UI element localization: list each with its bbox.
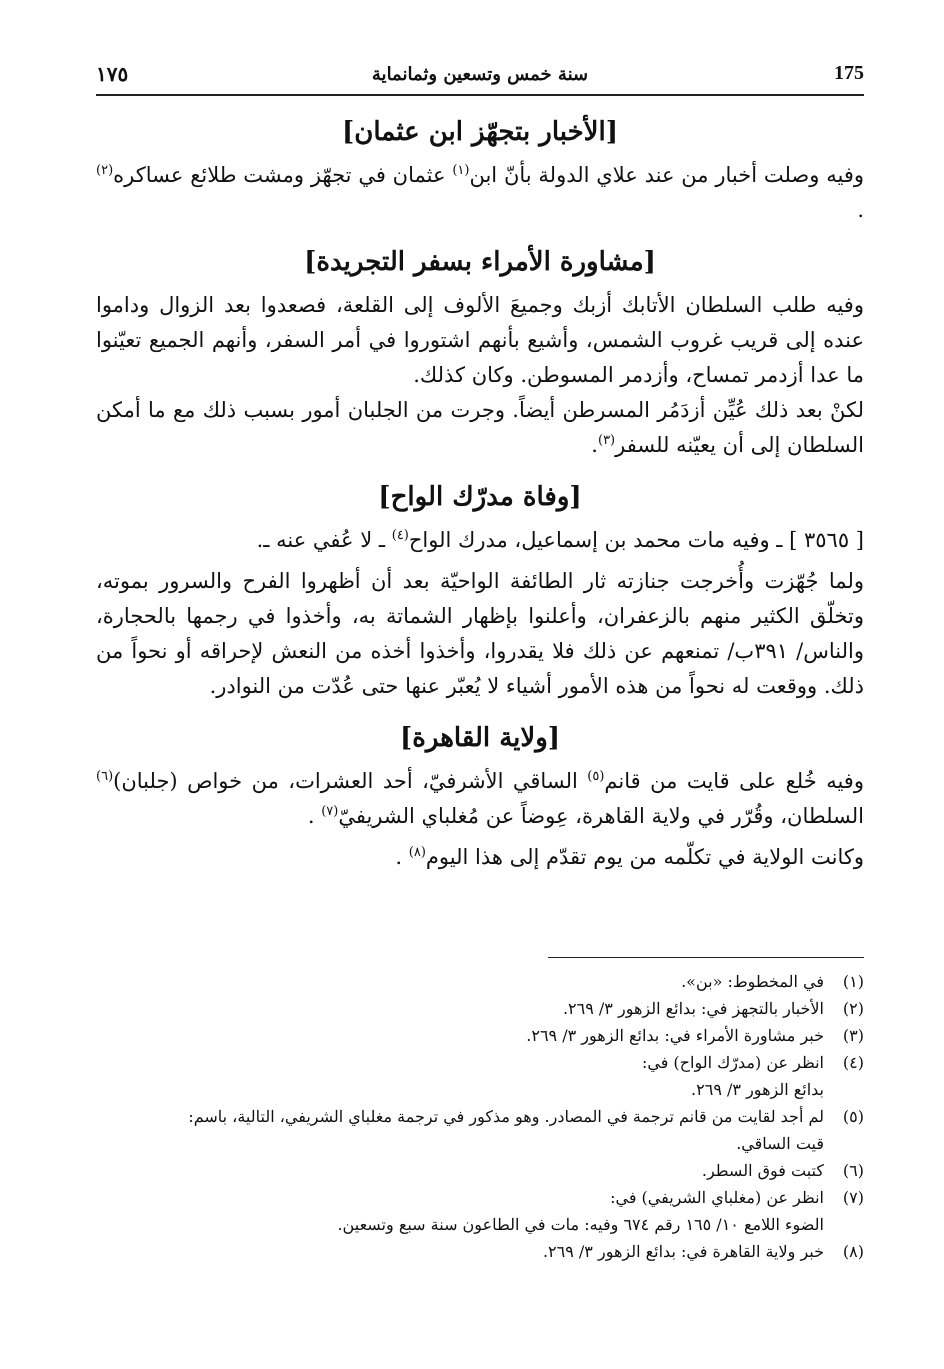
text-run: . <box>395 845 409 869</box>
paragraph <box>96 288 864 393</box>
footnote-ref: (١) <box>452 163 470 178</box>
footnote-text: خبر ولاية القاهرة في: بدائع الزهور ٣/ ٢٦٩. <box>542 1242 824 1261</box>
footnote-number: (١) <box>842 972 864 991</box>
footnote-text: بدائع الزهور ٣/ ٢٦٩. <box>691 1080 824 1099</box>
page-number-latin: 175 <box>834 62 864 84</box>
section-heading: [الأخبار بتجهّز ابن عثمان] <box>341 117 619 147</box>
paragraph <box>96 158 864 228</box>
footnote-number: (٦) <box>842 1161 864 1180</box>
section-heading: [مشاورة الأمراء بسفر التجريدة] <box>304 247 656 277</box>
footnote-ref: (٦) <box>96 769 114 784</box>
footnote-number: (٥) <box>842 1107 864 1126</box>
footnote-text: الضوء اللامع ١٠/ ١٦٥ رقم ٦٧٤ وفيه: مات في الطاعون سنة سبع وتسعين. <box>337 1215 824 1234</box>
running-title: سنة خمس وتسعين وثمانماية <box>371 64 589 85</box>
footnote-number: (٨) <box>842 1242 864 1261</box>
footnote-text: انظر عن (مغلباي الشريفي) في: <box>610 1188 824 1207</box>
page-header <box>96 60 864 96</box>
footnote-text: انظر عن (مدرّك الواح) في: <box>641 1053 824 1072</box>
footnote <box>96 1049 864 1103</box>
entry-line <box>96 523 864 558</box>
section-heading: [ولاية القاهرة] <box>399 723 561 753</box>
footnote <box>96 1022 864 1049</box>
footnote <box>96 1184 864 1238</box>
text-run: الساقي الأشرفيّ، أحد العشرات، من خواص (جلبان) <box>113 769 588 793</box>
text-run: . <box>591 433 598 457</box>
footnote-ref: (٣) <box>597 433 616 448</box>
text-run: وفيه وصلت أخبار من عند علاي الدولة بأنّ ابن <box>469 163 864 187</box>
text-run: وكانت الولاية في تكلّمه من يوم تقدّم إلى هذا اليوم <box>425 845 864 869</box>
paragraph <box>96 840 864 875</box>
paragraph <box>96 564 864 704</box>
text-run: ولما جُهّزت وأُخرجت جنازته ثار الطائفة الواحيّة بعد أن أظهروا الفرح والسرور بموته، وتخلّق الكثير منهم بالزعفران، وأعلنوا بإظهار الشماتة به، وأخذوا في رجمها بالحجارة، والناس/ ٣٩١ب/ تمنعهم عن ذلك فلا يقدروا، وأخذوا أخذه من النعش لإحراقه أو نحواً من ذلك. ووقعت له نحواً من هذه الأمور أشياء لا يُعبّر عنها حتى عُدّت من النوادر. <box>96 569 864 698</box>
text-run: وفيه طلب السلطان الأتابك أزبك وجميعَ الألوف إلى القلعة، فصعدوا بعد الزوال وداموا عنده إلى قريب غروب الشمس، وأشيع بأنهم اشتوروا في أمر السفر، وأنهم الجميع تعيّنوا ما عدا أزدمر تمساح، وأزدمر المسوطن. وكان كذلك. <box>96 293 864 387</box>
text-run: [ ٣٥٦٥ ] ـ وفيه مات محمد بن إسماعيل، مدرك الواح <box>408 528 864 552</box>
footnote-ref: (٤) <box>391 528 409 543</box>
section-heading: [وفاة مدرّك الواح] <box>378 482 582 512</box>
footnote <box>96 995 864 1022</box>
footnote-text: لم أجد لقايت من قانم ترجمة في المصادر. وهو مذكور في ترجمة مغلباي الشريفي، التالية، باسم: <box>188 1107 824 1126</box>
footnote <box>96 1157 864 1184</box>
footnote-text: في المخطوط: «بن». <box>681 972 824 991</box>
text-run: عثمان في تجهّز ومشت طلائع عساكره <box>113 163 453 187</box>
footnote-text: الأخبار بالتجهز في: بدائع الزهور ٣/ ٢٦٩. <box>562 999 824 1018</box>
footnote-number: (٧) <box>842 1188 864 1207</box>
paragraph <box>96 764 864 834</box>
text-run: السلطان، وقُرّر في ولاية القاهرة، عِوضاً عن مُغلباي الشريفيّ <box>338 804 864 828</box>
page-number-arabic: ١٧٥ <box>96 62 129 86</box>
footnote-text: قيت الساقي. <box>736 1134 824 1153</box>
footnote-ref: (٧) <box>321 804 339 819</box>
text-run: . <box>857 198 864 222</box>
footnote <box>96 968 864 995</box>
footnote-ref: (٨) <box>408 845 426 860</box>
text-run: ـ لا عُفي عنه ـ. <box>256 528 392 552</box>
text-run: لكنْ بعد ذلك عُيِّن أزدَمُر المسرطن أيضاً. وجرت من الجلبان أمور بسبب ذلك مع ما أمكن السلطان إلى أن يعيّنه للسفر <box>96 398 864 457</box>
book-page <box>96 0 864 1369</box>
footnote-number: (٣) <box>842 1026 864 1045</box>
footnote-ref: (٢) <box>96 163 114 178</box>
footnote-number: (٢) <box>842 999 864 1018</box>
footnote <box>96 1103 864 1157</box>
footnote-text: خبر مشاورة الأمراء في: بدائع الزهور ٣/ ٢٦٩. <box>526 1026 824 1045</box>
footnote-number: (٤) <box>842 1053 864 1072</box>
footnote-ref: (٥) <box>587 769 605 784</box>
main-text <box>96 112 864 875</box>
footnote-text: كتبت فوق السطر. <box>701 1161 824 1180</box>
footnote-separator <box>548 957 864 958</box>
text-run: . <box>307 804 322 828</box>
paragraph <box>96 393 864 463</box>
text-run: وفيه خُلع على قايت من قانم <box>604 769 864 793</box>
footnote <box>96 1238 864 1265</box>
footnotes <box>96 968 864 1265</box>
